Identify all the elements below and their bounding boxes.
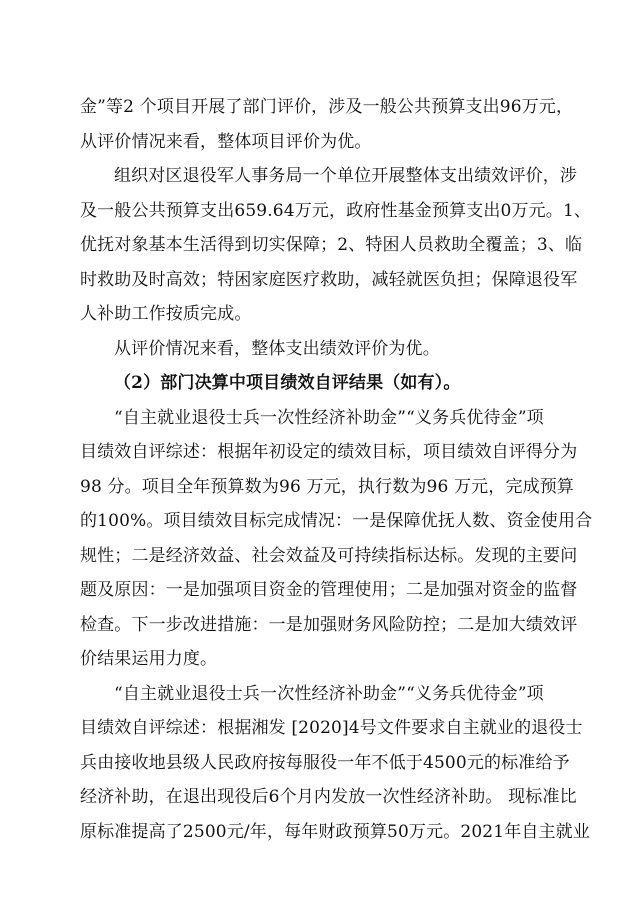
text-line-3: 组织对区退役军人事务局一个单位开展整体支出绩效评价，涉 [114,166,578,186]
text-line-19: 目绩效自评综述：根据湘发 [2020]4号文件要求自主就业的退役士 [80,718,583,738]
text-line-11: 目绩效自评综述：根据年初设定的绩效目标，项目绩效自评得分为 [80,442,578,462]
text-line-8: 从评价情况来看，整体支出绩效评价为优。 [114,339,440,359]
text-line-14: 规性；二是经济效益、社会效益及可持续指标达标。发现的主要问 [80,546,578,566]
text-line-18: “自主就业退役士兵一次性经济补助金”“义务兵优待金”项 [114,684,544,704]
text-line-6: 时救助及时高效；特困家庭医疗救助，减轻就医负担；保障退役军 [80,270,578,290]
text-line-12: 98 分。项目全年预算数为96 万元，执行数为96 万元，完成预算 [80,477,575,497]
text-line-21: 经济补助，在退出现役后6个月内发放一次性经济补助。 现标准比 [80,787,577,807]
text-line-10: “自主就业退役士兵一次性经济补助金”“义务兵优待金”项 [114,408,544,428]
text-line-15: 题及原因：一是加强项目资金的管理使用；二是加强对资金的监督 [80,580,578,600]
text-line-7: 人补助工作按质完成。 [80,304,252,324]
text-line-20: 兵由接收地县级人民政府按每服役一年不低于4500元的标准给予 [80,753,570,773]
text-line-13: 的100%。项目绩效目标完成情况：一是保障优抚人数、资金使用合 [80,511,593,531]
text-line-22: 原标准提高了2500元/年，每年财政预算50万元。2021年自主就业 [80,822,590,842]
text-line-1: 金”等2 个项目开展了部门评价，涉及一般公共预算支出96万元， [80,97,574,117]
text-line-4: 及一般公共预算支出659.64万元，政府性基金预算支出0万元。1、 [80,201,592,221]
text-line-2: 从评价情况来看，整体项目评价为优。 [80,132,372,152]
text-line-5: 优抚对象基本生活得到切实保障；2、特困人员救助全覆盖；3、临 [80,235,583,255]
section-heading: （2）部门决算中项目绩效自评结果（如有）。 [114,373,461,393]
text-line-17: 价结果运用力度。 [80,649,218,669]
text-line-16: 检查。下一步改进措施：一是加强财务风险防控；二是加大绩效评 [80,615,578,635]
